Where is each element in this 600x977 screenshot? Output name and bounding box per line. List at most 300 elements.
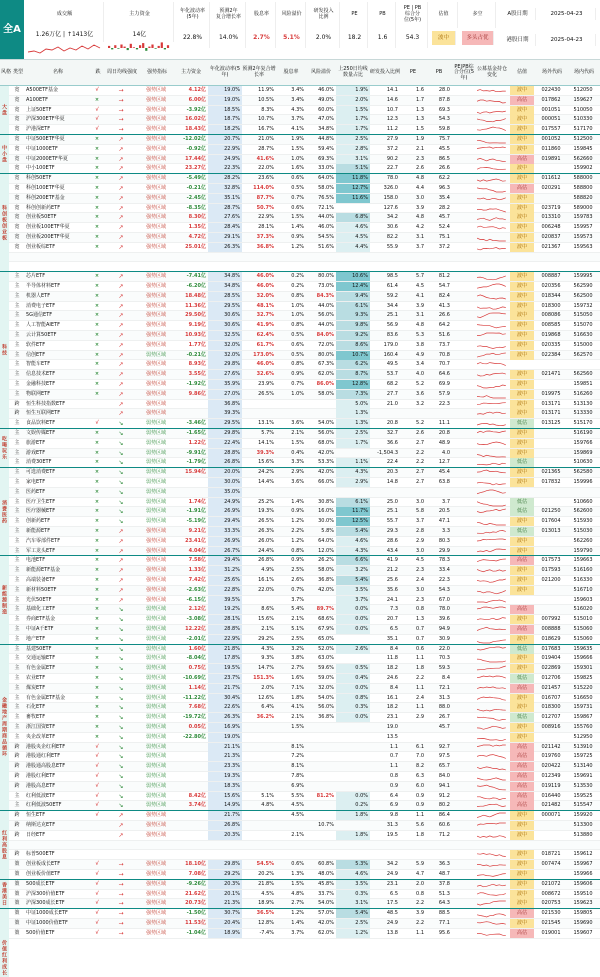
cell-type: 策: [14, 929, 20, 936]
cell-w: ↗: [118, 243, 124, 251]
cell-out: 021365: [541, 469, 561, 476]
cell-name: 创业板综ETF: [26, 243, 56, 250]
cell-g2: 4.5%: [261, 890, 274, 897]
valuation-tag: [510, 439, 534, 448]
table-row[interactable]: [0, 380, 600, 390]
cell-pe: 3.7: [416, 518, 424, 525]
cell-pb: 3.3: [442, 528, 450, 534]
table-row[interactable]: [0, 850, 600, 860]
cell-pct: [452, 547, 476, 556]
cell-pe: 2.7: [416, 479, 424, 485]
cell-rd: 19.0: [386, 724, 398, 730]
table-row[interactable]: [0, 821, 600, 831]
cell-pb: 45.4: [438, 469, 450, 476]
table-row[interactable]: [0, 155, 600, 165]
table-row[interactable]: [0, 645, 600, 655]
table-row[interactable]: [0, 272, 600, 282]
table-row[interactable]: [0, 439, 600, 449]
cell-div: 2.1%: [291, 430, 304, 436]
cell-pct: [452, 615, 476, 624]
cell-d: ×: [94, 655, 100, 662]
cell-pb: 64.2: [438, 322, 450, 329]
table-row[interactable]: [0, 919, 600, 929]
cell-g2: [242, 762, 276, 771]
cell-in: 159301: [573, 665, 593, 672]
cell-ma: 6.1%: [336, 498, 370, 507]
table-row[interactable]: [0, 96, 600, 106]
cell-d: ×: [94, 371, 100, 378]
cell-cap: 9.86亿: [188, 390, 206, 397]
table-row[interactable]: [0, 429, 600, 439]
cell-pe: [400, 262, 426, 271]
cell-s: [140, 262, 174, 271]
valuation-label: [510, 360, 534, 369]
cell-type: 主: [14, 586, 20, 593]
table-row[interactable]: [0, 449, 600, 459]
cell-type: 主: [14, 733, 20, 740]
cell-pct: [452, 302, 476, 311]
table-row[interactable]: [0, 566, 600, 576]
valuation-label: [510, 488, 534, 497]
table-row[interactable]: [0, 703, 600, 713]
cell-pct: [452, 576, 476, 585]
table-row[interactable]: [0, 664, 600, 674]
cell-w: ↘: [118, 430, 124, 437]
table-row[interactable]: [0, 674, 600, 684]
table-row[interactable]: [0, 792, 600, 802]
cell-pe: 2.3: [416, 567, 424, 574]
turnover-label: 成交额: [26, 2, 104, 28]
cell-ma: 7.3%: [336, 390, 370, 399]
cell-pb: 20.5: [438, 508, 450, 515]
cell-w: ↗: [118, 283, 124, 290]
table-row[interactable]: [0, 782, 600, 792]
fund-holding-sparkline: [477, 469, 507, 477]
cell-type: 策: [14, 900, 20, 907]
cell-out: 012706: [541, 675, 561, 681]
cell-pb: 86.5: [438, 155, 450, 162]
cell-w: ↘: [118, 773, 124, 780]
cell-pct: [452, 458, 476, 467]
cell-pct: [452, 321, 476, 330]
valuation-tag: [510, 576, 534, 585]
table-row[interactable]: [0, 615, 600, 625]
cell-pe: 3.0: [416, 586, 424, 593]
cell-vol: 18.3%: [208, 782, 242, 791]
cell-s: 弱势区域: [145, 635, 166, 642]
valuation-label: 高估: [510, 743, 534, 752]
cell-vol: 20.3%: [208, 831, 242, 840]
cell-pe: 5.7: [416, 273, 424, 280]
table-row[interactable]: [0, 831, 600, 841]
cell-cap: 18.43亿: [185, 126, 206, 133]
cell-vol: 29.2%: [208, 870, 242, 879]
cell-div: 0.7%: [291, 381, 304, 387]
table-row[interactable]: [0, 194, 600, 204]
cell-div: 3.8%: [291, 655, 304, 662]
cell-vol: 29.8%: [208, 429, 242, 438]
table-row[interactable]: [0, 762, 600, 772]
table-row[interactable]: [0, 841, 600, 851]
cell-pct: [452, 360, 476, 369]
cell-div: 1.0%: [291, 155, 304, 162]
table-row[interactable]: [0, 213, 600, 223]
table-row[interactable]: [0, 909, 600, 919]
cell-pe: 4.1: [416, 292, 424, 299]
cell-g2: 62.4%: [256, 332, 274, 338]
header-type: 类型: [12, 69, 23, 76]
cell-pct: [452, 282, 476, 291]
cell-type: 策: [14, 861, 20, 868]
cell-in: 517170: [573, 126, 593, 133]
valuation-label: 波中: [510, 694, 534, 703]
cell-cap: 18.10亿: [185, 861, 206, 868]
table-row[interactable]: [0, 488, 600, 498]
cell-in: 159825: [573, 675, 593, 681]
valuation-tag: [510, 419, 534, 428]
cell-vol: 36.8%: [208, 400, 242, 409]
cell-g2: 26.5%: [258, 518, 274, 525]
fund-holding-sparkline: [477, 352, 507, 360]
table-row[interactable]: [0, 204, 600, 214]
cell-in: 516330: [573, 577, 593, 583]
table-row[interactable]: [0, 556, 600, 566]
cell-pb: 12.7: [438, 459, 450, 466]
cell-vol: 32.5%: [208, 331, 242, 340]
cell-name: 半导体材料ETF: [26, 283, 61, 289]
cell-pe: 5.3: [416, 332, 424, 338]
cell-w: ↗: [118, 390, 124, 398]
cell-pe: 3.1: [416, 234, 424, 240]
cell-vol: 31.2%: [208, 566, 242, 575]
cell-in: 513330: [573, 410, 593, 417]
table-row[interactable]: [0, 282, 600, 292]
cell-vol: 30.4%: [208, 694, 242, 703]
table-row[interactable]: [0, 586, 600, 596]
cell-s: 弱势区域: [145, 724, 166, 730]
cell-type: 跨: [14, 782, 20, 789]
cell-div: 1.5%: [291, 724, 304, 730]
table-row[interactable]: [0, 752, 600, 762]
cell-rd: 326.0: [383, 185, 398, 191]
table-row[interactable]: [0, 400, 600, 410]
cell-in: 159867: [573, 714, 593, 721]
table-row[interactable]: [0, 684, 600, 694]
fund-holding-sparkline: [477, 851, 507, 859]
valuation-label: 波中: [510, 243, 534, 252]
cell-ma: 4.3%: [336, 468, 370, 477]
cell-cap: 9.19亿: [188, 322, 206, 329]
cell-w: ↘: [118, 733, 124, 741]
table-row[interactable]: [0, 360, 600, 370]
valuation-label: [510, 262, 534, 271]
cell-pe: 2.2: [416, 675, 424, 681]
table-row[interactable]: [0, 654, 600, 664]
cell-div: 1.5%: [291, 439, 304, 446]
group-divider: [0, 555, 600, 556]
cell-pct: [452, 743, 476, 752]
table-row[interactable]: [0, 331, 600, 341]
cell-pb: 54.3: [438, 116, 450, 123]
cell-in: 562500: [573, 292, 593, 299]
cell-cap: 4.04亿: [188, 547, 206, 554]
cell-w: ↘: [118, 645, 124, 653]
valuation-label: 波中: [510, 439, 534, 448]
cell-d: ×: [94, 586, 100, 593]
cell-name: 科创200ETF基金: [26, 194, 65, 201]
valuation-tag: [510, 341, 534, 350]
table-row[interactable]: [0, 527, 600, 537]
cell-out: 020837: [541, 234, 561, 240]
cell-div: 0.2%: [291, 273, 304, 280]
cell-s: 强势区域: [145, 400, 166, 407]
cell-g2: 32.0%: [256, 292, 274, 299]
cell-s: 强势区域: [145, 586, 166, 593]
cell-ma: 3.2%: [336, 566, 370, 575]
cell-rd: 59.2: [386, 292, 398, 299]
cell-name: 文娱传媒ETF: [26, 430, 56, 436]
cell-rd: 160.4: [383, 351, 398, 358]
cell-w: ↗: [118, 831, 124, 839]
table-row[interactable]: [0, 517, 600, 527]
cell-cap: -1.91亿: [186, 508, 206, 515]
cell-d: √: [95, 773, 99, 779]
valuation-tag: [510, 635, 534, 644]
cell-cap: -0.21亿: [186, 351, 206, 358]
table-row[interactable]: [0, 733, 600, 743]
cell-pct: [452, 409, 476, 418]
cell-vol: 20.0%: [208, 468, 242, 477]
cell-name: A100ETF: [26, 96, 49, 103]
cell-rd: 32.7: [386, 430, 398, 436]
cell-pe: 2.7: [416, 439, 424, 446]
cell-rd: [370, 841, 400, 850]
cell-cap: [174, 850, 208, 859]
cell-rd: 25.6: [386, 577, 398, 583]
cell-cap: [174, 782, 208, 791]
cell-w: ↗: [118, 273, 124, 281]
cell-out: [536, 596, 568, 605]
cell-w: ↗: [118, 410, 124, 418]
fund-holding-sparkline: [477, 116, 507, 124]
cell-vol: 26.9%: [208, 537, 242, 546]
cell-g2: 48.1%: [256, 302, 274, 309]
table-row[interactable]: [0, 106, 600, 116]
fund-holding-sparkline: [477, 606, 507, 614]
cell-s: 强势区域: [145, 204, 166, 211]
cell-d: √: [95, 920, 99, 926]
cell-ma: 0.0%: [336, 684, 370, 693]
table-row[interactable]: [0, 302, 600, 312]
cell-d: √: [95, 792, 99, 799]
cell-name: 中证A千ETF: [26, 626, 54, 632]
table-row[interactable]: [0, 625, 600, 635]
cell-risk: [306, 772, 336, 781]
table-row[interactable]: [0, 351, 600, 361]
cell-out: [536, 380, 568, 389]
cell-pct: [452, 400, 476, 409]
cell-div: 0.6%: [291, 861, 304, 868]
table-row[interactable]: [0, 145, 600, 155]
table-row[interactable]: [0, 341, 600, 351]
cell-out: [536, 498, 568, 507]
cell-risk: 66.0%: [318, 479, 334, 485]
cell-in: 562660: [573, 155, 593, 162]
cell-s: 强势区域: [145, 831, 166, 838]
header-fund: 公募基金持仓变化: [476, 66, 507, 78]
cell-risk: 54.0%: [318, 420, 334, 427]
cell-pe: [400, 409, 426, 418]
cell-d: ×: [94, 204, 100, 211]
capital-bar: [120, 45, 122, 49]
cell-s: 强势区域: [145, 96, 166, 103]
table-row[interactable]: [0, 694, 600, 704]
table-row[interactable]: [0, 498, 600, 508]
cell-out: [536, 360, 568, 369]
cell-rd: 0.7: [390, 753, 398, 760]
cell-type: 主: [14, 655, 20, 662]
cell-ma: 1.7%: [336, 125, 370, 134]
cell-d: √: [95, 420, 99, 427]
table-row[interactable]: [0, 596, 600, 606]
fund-holding-sparkline: [477, 734, 507, 742]
table-row[interactable]: [0, 713, 600, 723]
cell-pb: 71.2: [438, 831, 450, 838]
valuation-label: 波中: [510, 311, 534, 320]
cell-in: 510050: [573, 106, 593, 113]
valuation-tag: [510, 125, 534, 134]
cell-g2: 5.1%: [261, 792, 274, 799]
cell-ma: [336, 782, 370, 791]
cell-cap: [174, 752, 208, 761]
valuation-tag: [510, 821, 534, 830]
cell-ma: 1.5%: [336, 106, 370, 115]
cell-rd: 0.8: [390, 773, 398, 779]
table-row[interactable]: [0, 233, 600, 243]
cell-pe: 2.4: [416, 694, 424, 701]
cell-vol: 24.9%: [208, 498, 242, 507]
header-pct: PE|PB综合分位(5年): [453, 63, 475, 81]
cell-w: ↗: [118, 567, 124, 575]
table-row[interactable]: [0, 409, 600, 419]
cell-risk: [306, 253, 336, 262]
cell-pe: 2.3: [416, 596, 424, 603]
cell-g2: 14.4%: [258, 479, 274, 485]
valuation-label: 高估: [510, 772, 534, 781]
cell-pe: 2.0: [416, 880, 424, 887]
table-row[interactable]: [0, 321, 600, 331]
table-row[interactable]: [0, 243, 600, 253]
cell-in: 159845: [573, 145, 593, 152]
cell-s: 弱势区域: [145, 782, 166, 789]
cell-vol: 26.8%: [208, 821, 242, 830]
cell-cap: 3.55亿: [188, 371, 206, 378]
table-row[interactable]: [0, 929, 600, 939]
valuation-label: 低估: [510, 713, 534, 722]
fund-holding-sparkline: [477, 744, 507, 752]
cell-name: 沪深300ETF华夏: [26, 116, 65, 123]
cell-div: 1.0%: [291, 302, 304, 309]
cell-name: [24, 262, 92, 271]
cell-w: ↗: [118, 577, 124, 584]
cell-cap: -8.35亿: [186, 204, 206, 211]
cell-w: ↗: [118, 224, 124, 232]
table-row[interactable]: [0, 605, 600, 615]
table-row[interactable]: [0, 576, 600, 586]
cell-name: 500成长ETF: [26, 880, 55, 887]
cell-rd: 53.7: [386, 371, 398, 378]
cell-pe: [400, 253, 426, 262]
cell-div: 4.8%: [291, 890, 304, 897]
cell-risk: 56.0%: [318, 704, 334, 711]
cell-pb: 63.8: [438, 479, 450, 485]
table-row[interactable]: [0, 890, 600, 900]
table-row[interactable]: [0, 507, 600, 517]
cell-type: 主: [14, 626, 20, 632]
cell-ma: [336, 821, 370, 830]
cell-type: 宽: [14, 106, 20, 113]
table-row[interactable]: [0, 174, 600, 184]
cell-w: ↘: [118, 665, 124, 673]
table-row[interactable]: [0, 223, 600, 233]
table-row[interactable]: [0, 468, 600, 478]
cell-type: 跨: [14, 831, 20, 838]
cell-pe: 1.3: [416, 616, 424, 623]
cell-w: ↗: [118, 332, 124, 339]
table-row[interactable]: [0, 743, 600, 753]
table-row[interactable]: [0, 311, 600, 321]
table-row[interactable]: [0, 253, 600, 263]
table-row[interactable]: [0, 390, 600, 400]
table-row[interactable]: [0, 723, 600, 733]
table-row[interactable]: [0, 370, 600, 380]
cell-rd: 7.3: [390, 606, 398, 613]
valuation-tag: [510, 703, 534, 712]
table-row[interactable]: [0, 772, 600, 782]
cell-out: 018300: [541, 302, 561, 309]
cell-risk: 16.0%: [318, 508, 334, 515]
cell-rd: 34.2: [386, 861, 398, 868]
cell-rd: 13.5: [386, 733, 398, 740]
table-row[interactable]: [0, 537, 600, 547]
cell-risk: 68.0%: [318, 439, 334, 446]
table-row[interactable]: [0, 811, 600, 821]
cell-risk: 72.1%: [318, 204, 334, 211]
cell-risk: 47.0%: [318, 116, 334, 123]
cell-out: 000051: [541, 116, 561, 123]
cell-type: 主: [14, 792, 20, 799]
cell-in: 515930: [573, 518, 593, 525]
cell-w: ↗: [118, 194, 124, 202]
fund-holding-sparkline: [477, 254, 507, 262]
cell-g2: 4.3%: [261, 645, 274, 652]
table-row[interactable]: [0, 135, 600, 145]
table-row[interactable]: [0, 478, 600, 488]
cell-div: 1.8%: [291, 694, 304, 701]
table-row[interactable]: [0, 115, 600, 125]
cell-pb: [426, 733, 452, 742]
table-row[interactable]: [0, 880, 600, 890]
table-row[interactable]: [0, 860, 600, 870]
cell-name: 畜牧ETF: [26, 714, 46, 721]
table-row[interactable]: [0, 292, 600, 302]
table-row[interactable]: [0, 184, 600, 194]
cell-pb: 20.8: [438, 430, 450, 436]
valuation-tag: [510, 380, 534, 389]
table-row[interactable]: [0, 86, 600, 96]
fund-holding-sparkline: [477, 881, 507, 889]
fund-holding-sparkline: [477, 567, 507, 575]
